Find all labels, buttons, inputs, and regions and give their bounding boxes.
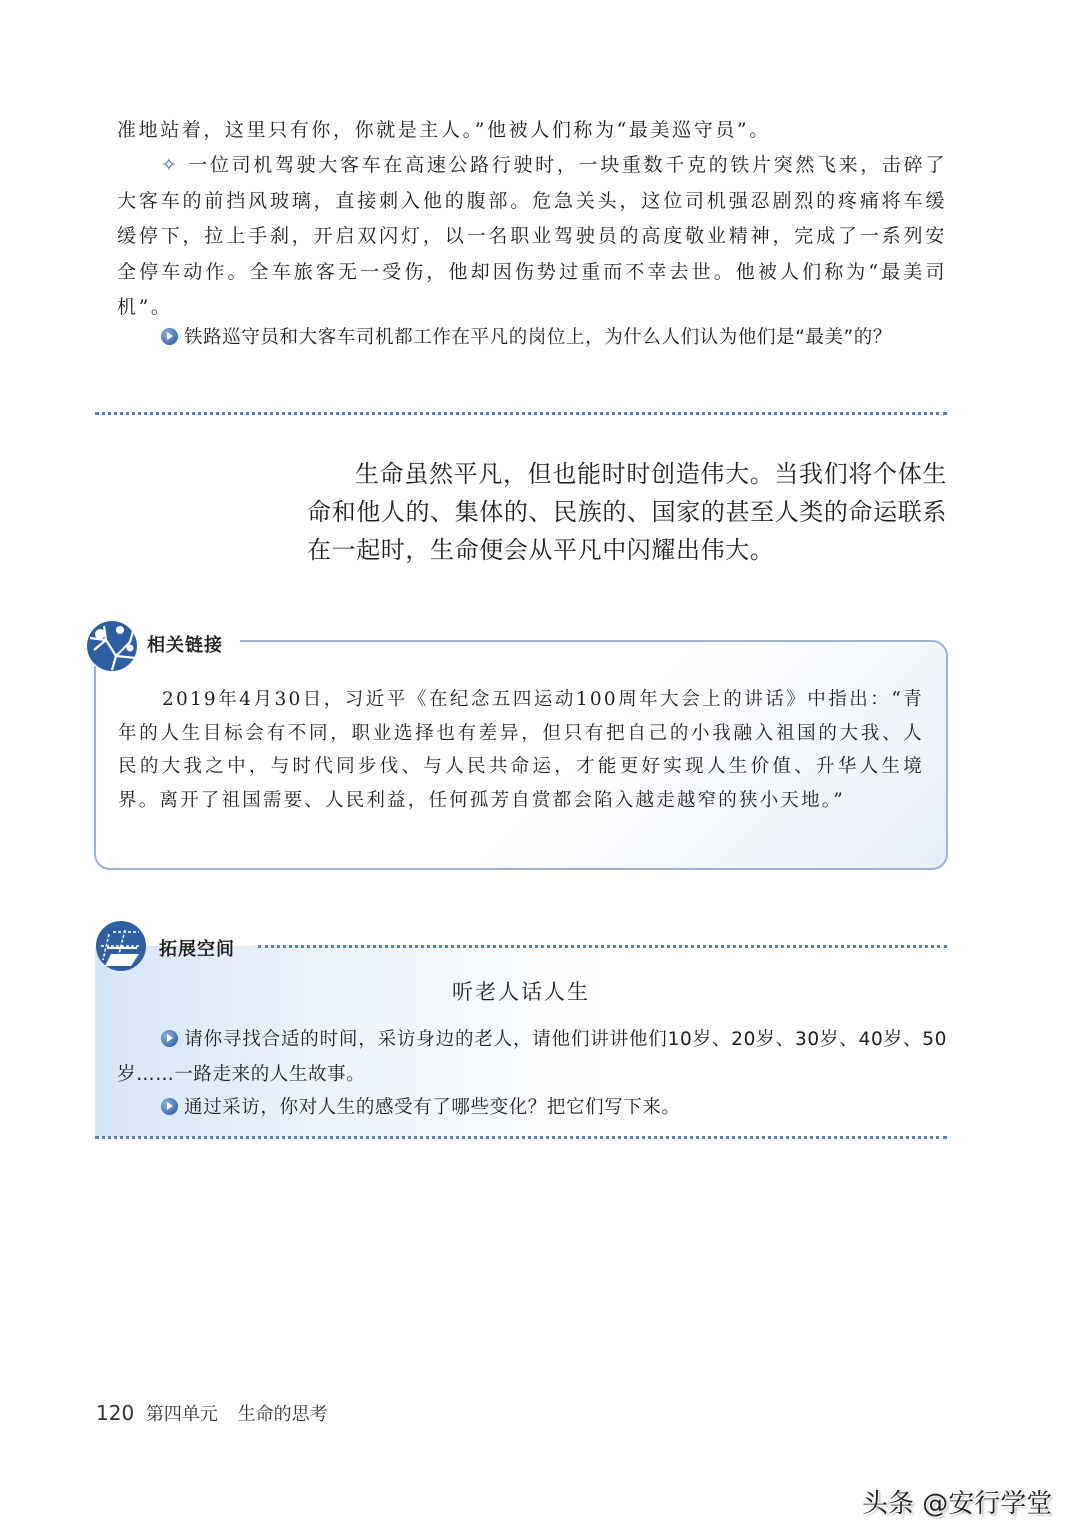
extension-task-2 — [117, 1090, 947, 1125]
task-text: 通过采访，你对人生的感受有了哪些变化？把它们写下来。 — [184, 1097, 681, 1118]
page-number: 120 — [96, 1401, 135, 1425]
callout-text: 生命虽然平凡，但也能时时创造伟大。当我们将个体生命和他人的、集体的、民族的、国家的甚至人类的命运联系在一起时，生命便会从平凡中闪耀出伟大。 — [307, 460, 947, 564]
extension-top-divider — [258, 945, 947, 948]
driver-story-text: 一位司机驾驶大客车在高速公路行驶时，一块重数千克的铁片突然飞来，击碎了大客车的前挡风玻璃，直接刺入他的腹部。危急关头，这位司机强忍剧烈的疼痛将车缓缓停下，拉上手刹，开启双闪灯，以一名职业驾驶员的高度敬业精神，完成了一系列安全停车动作。全车旅客无一受伤，他却因伤势过重而不幸去世。他被人们称为“最美司机”。 — [117, 154, 947, 318]
solar-panel-icon — [95, 920, 147, 972]
page-footer — [96, 1400, 328, 1426]
driver-story-paragraph — [117, 148, 947, 326]
arrow-bullet-icon — [161, 1098, 178, 1115]
diamond-bullet-icon: ✧ — [161, 154, 180, 176]
related-link-title — [147, 631, 223, 657]
story-line-continued — [117, 113, 947, 149]
extension-bottom-divider — [95, 1136, 947, 1139]
extension-title-text: 拓展空间 — [159, 939, 235, 960]
watermark — [862, 1483, 1052, 1520]
related-link-body-text: 2019年4月30日，习近平《在纪念五四运动100周年大会上的讲话》中指出：“青年的人生目标会有不同，职业选择也有差异，但只有把自己的小我融入祖国的大我、人民的大我之中，与时代同步伐、与人民共命运，才能更好实现人生价值、升华人生境界。离开了祖国需要、人民利益，任何孤芳自赏都会陷入越走越窄的狭小天地。” — [118, 689, 924, 811]
related-link-body — [118, 683, 924, 817]
extension-title — [159, 935, 235, 961]
discussion-question — [117, 320, 947, 355]
arrow-bullet-icon — [161, 1030, 178, 1047]
key-point-callout — [307, 455, 947, 569]
task-text: 请你寻找合适的时间，采访身边的老人，请他们讲讲他们10岁、20岁、30岁、40岁、50岁……一路走来的人生故事。 — [117, 1029, 947, 1085]
story-line-text: 准地站着，这里只有你，你就是主人。”他被人们称为“最美巡守员”。 — [117, 119, 771, 141]
watermark-text: 头条 @安行学堂 — [862, 1489, 1053, 1519]
extension-task-1 — [117, 1022, 947, 1092]
unit-label: 第四单元 — [145, 1404, 218, 1425]
extension-subtitle-text: 听老人话人生 — [452, 980, 590, 1004]
chapter-label: 生命的思考 — [237, 1404, 328, 1425]
question-text: 铁路巡守员和大客车司机都工作在平凡的岗位上，为什么人们认为他们是“最美”的？ — [184, 327, 892, 348]
related-link-title-text: 相关链接 — [147, 635, 223, 656]
section-divider — [95, 412, 947, 415]
arrow-bullet-icon — [161, 328, 178, 345]
network-globe-icon — [86, 620, 138, 672]
extension-subtitle — [95, 976, 947, 1006]
